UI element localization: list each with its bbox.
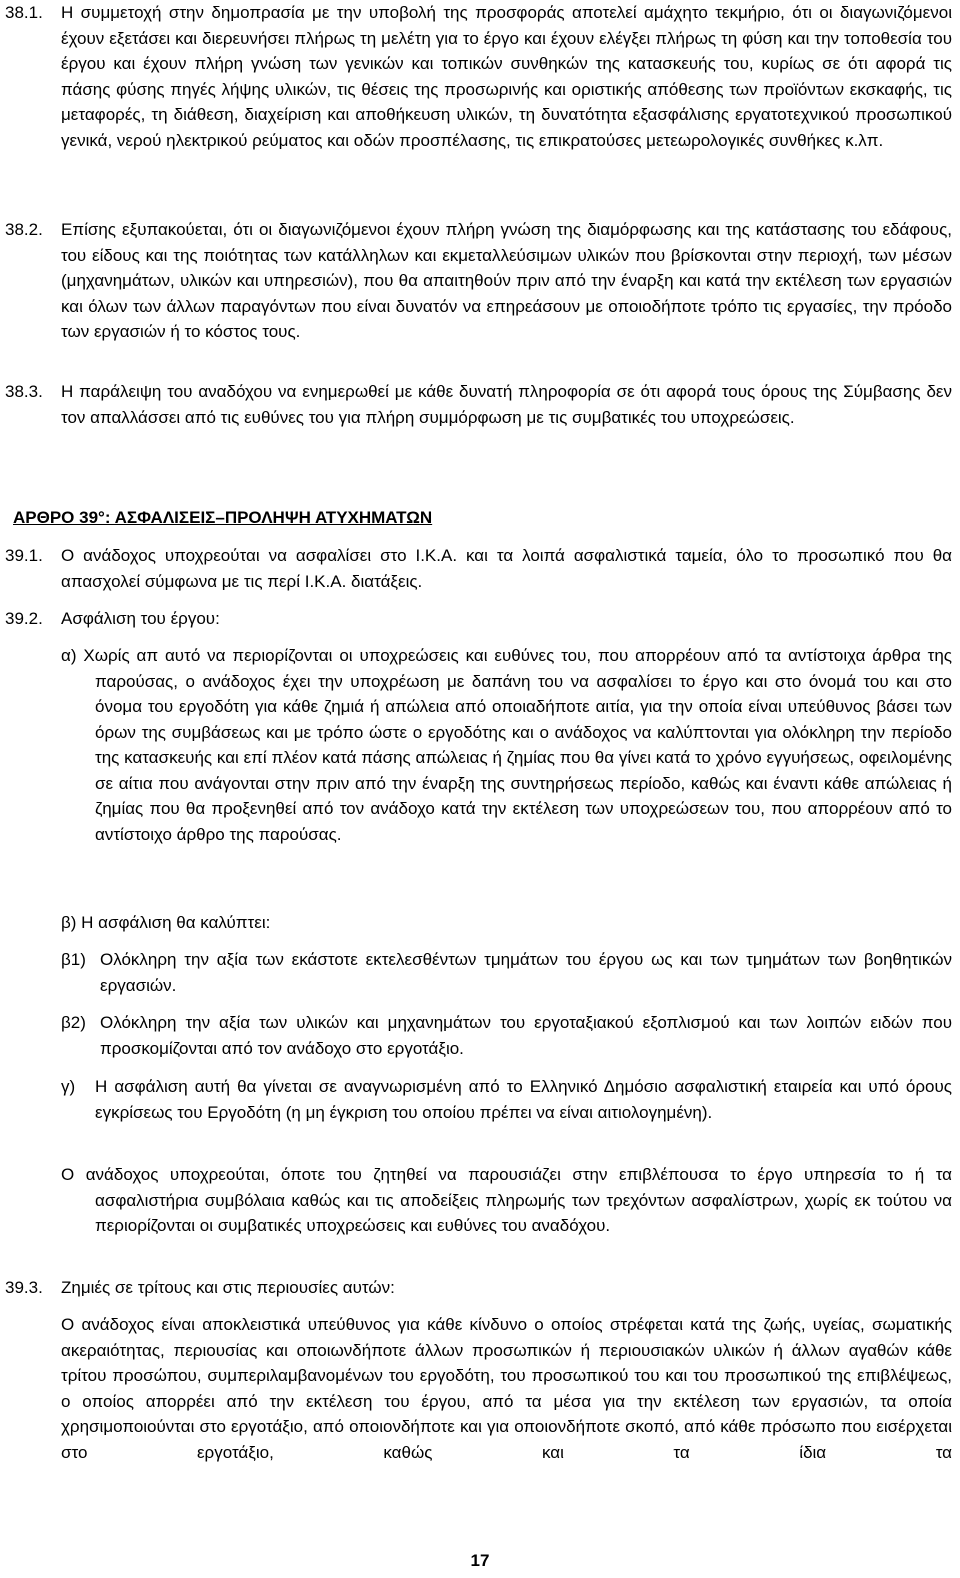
paragraph-39-3 xyxy=(5,1275,952,1301)
paragraph-text: Η συμμετοχή στην δημοπρασία με την υποβολή της προσφοράς αποτελεί αμάχητο τεκμήριο, ότι οι διαγωνιζόμενοι έχουν εξετάσει και διερευνήσει πλήρως τη μελέτη για το έργο και έχουν ελέγξει πλήρως τη φύση και την τοποθεσία του έργου και έχουν πλήρη γνώση των γενικών και τοπικών συνθηκών της κατασκευής του, κυρίως σε ότι αφορά τις πάσης φύσης πηγές λήψης υλικών, τις θέσεις της προσωρινής και οριστικής απόθεσης των προϊόντων εκσκαφής, τις μεταφορές, τη διάθεση, διαχείριση και αποθήκευση υλικών, τη δυνατότητα εξασφάλισης εργατοτεχνικού προσωπικού γενικά, νερού ηλεκτρικού ρεύματος και οδών προσπέλασης, τις επικρατούσες μετεωρολογικές συνθήκες κ.λπ. xyxy=(61,3,952,150)
item-b xyxy=(5,910,952,936)
paragraph-third-party xyxy=(5,1312,952,1465)
item-number: γ) xyxy=(61,1077,76,1096)
item-a-text: α) Χωρίς απ αυτό να περιορίζονται οι υποχρεώσεις και ευθύνες του, που απορρέουν από τα αντίστοιχα άρθρα της παρούσας, ο ανάδοχος έχει την υποχρέωση με δαπάνη του να ασφαλίσει το έργο και στο όνομά του και στο όνομα του εργοδότη για κάθε ζημιά ή απώλεια από οποιαδήποτε αιτία, για την οποία είναι υπεύθυνος βάσει των όρων της συμβάσεως και με τρόπο ώστε ο εργοδότης και ο ανάδοχος να καλύπτονται για ολόκληρη την περίοδο της κατασκευής και επί πλέον κατά πάσης απώλειας ή ζημίας που θα γίνει κατά το χρόνο εγγυήσεως, οφειλομένης σε αίτια που ανάγονται στην πριν από την έναρξη της συντηρήσεως περίοδο, καθώς και έναντι κάθε απώλειας ή ζημίας που θα προξενηθεί από τον ανάδοχο κατά την εκτέλεση των υποχρεώσεων του, που απορρέουν από το αντίστοιχο άρθρο της παρούσας. xyxy=(61,646,952,844)
item-number: β2) xyxy=(61,1013,86,1032)
paragraph-text: Ζημιές σε τρίτους και στις περιουσίες αυτών: xyxy=(61,1278,395,1297)
clause-number: 39.2. xyxy=(5,609,43,628)
article-heading: ΑΡΘΡΟ 39°: ΑΣΦΑΛΙΣΕΙΣ–ΠΡΟΛΗΨΗ ΑΤΥΧΗΜΑΤΩΝ xyxy=(13,508,433,527)
paragraph-text: Ο ανάδοχος υποχρεούται, όποτε του ζητηθεί να παρουσιάζει στην επιβλέπουσα το έργο υπηρεσία το ή τα ασφαλιστήρια συμβόλαια καθώς και τις αποδείξεις πληρωμής των τρεχόντων ασφαλίστρων, χωρίς εκ τούτου να περιορίζονται οι συμβατικές υποχρεώσεις και ευθύνες του αναδόχου. xyxy=(61,1165,952,1235)
paragraph-39-2 xyxy=(5,606,952,632)
clause-number: 38.1. xyxy=(5,3,43,22)
item-number: β1) xyxy=(61,950,86,969)
paragraph-39-1 xyxy=(5,543,952,594)
clause-number: 39.3. xyxy=(5,1278,43,1297)
item-c xyxy=(5,1074,952,1125)
item-text: Ολόκληρη την αξία των εκάστοτε εκτελεσθέντων τμημάτων του έργου ως και των τμημάτων των βοηθητικών εργασιών. xyxy=(100,950,952,995)
clause-number: 38.2. xyxy=(5,220,43,239)
paragraph-text: Επίσης εξυπακούεται, ότι οι διαγωνιζόμενοι έχουν πλήρη γνώση της διαμόρφωσης και της κατάστασης του εδάφους, του είδους και της ποιότητας των κατάλληλων και εκμεταλλεύσιμων υλικών που βρίσκονται στην περιοχή, των μέσων (μηχανημάτων, υλικών και υπηρεσιών), που θα απαιτηθούν πριν από την έναρξη και κατά την εκτέλεση των εργασιών και όλων των άλλων παραγόντων που είναι δυνατόν να επηρεάσουν με οποιοδήποτε τρόπο τις εργασίες, την πρόοδο των εργασιών ή το κόστος τους. xyxy=(61,220,952,341)
paragraph-text: Ο ανάδοχος είναι αποκλειστικά υπεύθυνος για κάθε κίνδυνο ο οποίος στρέφεται κατά της ζωής, υγείας, σωματικής ακεραιότητας, περιουσίας και οποιωνδήποτε άλλων προσωπικών ή περιουσιακών υλικών ή άλλων αγαθών κάθε τρίτου προσώπου, συμπεριλαμβανομένων του εργοδότη, του προσωπικού του και του προσωπικού της επιβλέψεως, ο οποίος απορρέει από την εκτέλεση του έργου, από τα μέσα για την εκτέλεση των εργασιών, τα οποία χρησιμοποιούνται στο εργοτάξιο, από οποιονδήποτε και για οποιονδήποτε σκοπό, από κάθε πρόσωπο που εισέρχεται στο εργοτάξιο, καθώς και τα ίδια τα xyxy=(61,1315,952,1462)
item-b-text: β) Η ασφάλιση θα καλύπτει: xyxy=(61,913,271,932)
page-number: 17 xyxy=(470,1551,490,1570)
paragraph-38-3 xyxy=(5,379,952,430)
paragraph-text: Η παράλειψη του αναδόχου να ενημερωθεί με κάθε δυνατή πληροφορία σε ότι αφορά τους όρους της Σύμβασης δεν τον απαλλάσσει από τις ευθύνες του για πλήρη συμμόρφωση με τις συμβατικές του υποχρεώσεις. xyxy=(61,382,952,427)
paragraph-text: Ο ανάδοχος υποχρεούται να ασφαλίσει στο Ι.Κ.Α. και τα λοιπά ασφαλιστικά ταμεία, όλο το προσωπικό που θα απασχολεί σύμφωνα με τις περί Ι.Κ.Α. διατάξεις. xyxy=(61,546,952,591)
item-b2 xyxy=(5,1010,952,1061)
item-text: Ολόκληρη την αξία των υλικών και μηχανημάτων του εργοταξιακού εξοπλισμού και των λοιπών ειδών που προσκομίζονται από τον ανάδοχο στο εργοτάξιο. xyxy=(100,1013,952,1058)
item-text: Η ασφάλιση αυτή θα γίνεται σε αναγνωρισμένη από το Ελληνικό Δημόσιο ασφαλιστική εταιρεία και υπό όρους εγκρίσεως του Εργοδότη (η μη έγκριση του οποίου πρέπει να είναι αιτιολογημένη). xyxy=(95,1077,952,1122)
item-b1 xyxy=(5,947,952,998)
paragraph-text: Ασφάλιση του έργου: xyxy=(61,609,220,628)
paragraph-38-1 xyxy=(5,0,952,153)
paragraph-38-2 xyxy=(5,217,952,345)
clause-number: 39.1. xyxy=(5,546,43,565)
item-a xyxy=(5,643,952,847)
paragraph-insurance-proof xyxy=(5,1162,952,1239)
clause-number: 38.3. xyxy=(5,382,43,401)
